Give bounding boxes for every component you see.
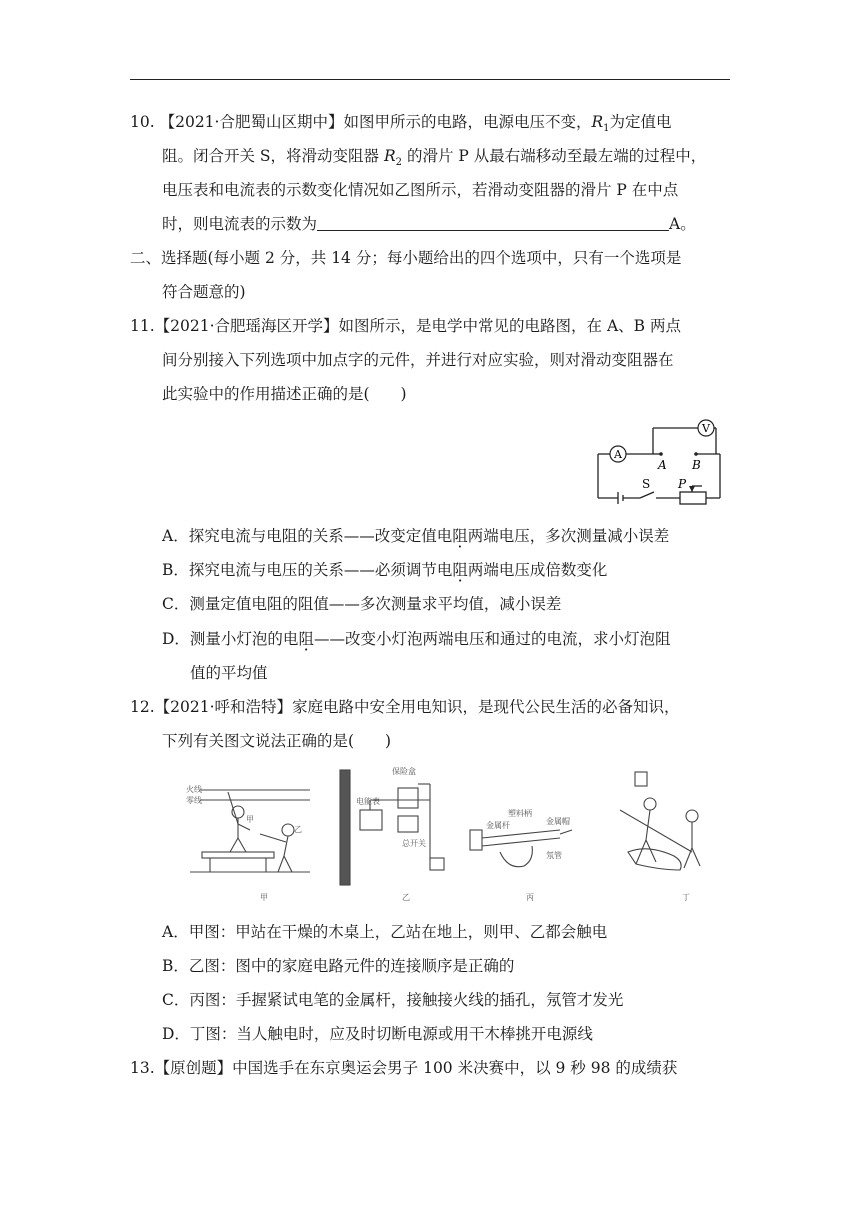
q10-line-4 bbox=[162, 214, 696, 234]
q11-option-b[interactable] bbox=[162, 560, 607, 580]
q11-line-1 bbox=[130, 316, 681, 336]
section2-heading-cont: 符合题意的) bbox=[162, 283, 246, 301]
neutral-wire-label: 零线 bbox=[186, 796, 202, 805]
figure-yi-caption: 乙 bbox=[402, 893, 410, 902]
q10-unit: A。 bbox=[669, 215, 696, 233]
top-rule bbox=[130, 79, 730, 80]
q11-text-1: 【2021·合肥瑶海区开学】如图所示，是电学中常见的电路图，在 A、B 两点 bbox=[154, 317, 681, 335]
option-a-text-1: A．探究电流与电阻的关系——改变定值电 bbox=[162, 527, 453, 545]
person-yi-label: 乙 bbox=[294, 825, 302, 834]
voltmeter-label: V bbox=[702, 422, 710, 435]
figure-ding-caption: 丁 bbox=[682, 893, 690, 902]
q11-option-a[interactable] bbox=[162, 526, 669, 546]
option-d-dotted: 阻 bbox=[298, 630, 314, 648]
q12-text-1: 【2021·呼和浩特】家庭电路中安全用电知识，是现代公民生活的必备知识， bbox=[154, 698, 680, 716]
q12-option-c[interactable]: C．丙图：手握紧试电笔的金属杆，接触接火线的插孔，氖管才发光 bbox=[162, 991, 624, 1009]
q12-option-d[interactable]: D．丁图：当人触电时，应及时切断电源或用干木棒挑开电源线 bbox=[162, 1025, 593, 1043]
point-b-label: B bbox=[692, 458, 701, 472]
q11-option-c[interactable]: C．测量定值电阻的阻值——多次测量求平均值，减小误差 bbox=[162, 595, 562, 613]
figure-jia-caption: 甲 bbox=[260, 893, 268, 902]
ammeter-label: A bbox=[614, 448, 622, 461]
q13-number: 13. bbox=[130, 1059, 155, 1077]
q11-number: 11. bbox=[130, 317, 155, 335]
q13-text-1: 【原创题】中国选手在东京奥运会男子 100 米决赛中，以 9 秒 98 的成绩获 bbox=[154, 1059, 678, 1077]
q12-line-1 bbox=[130, 697, 680, 717]
meter-label: 电能表 bbox=[356, 797, 380, 806]
q10-text-4a: 时，则电流表的示数为 bbox=[162, 215, 318, 233]
fuse-box-label: 保险盒 bbox=[392, 767, 416, 776]
switch-label: S bbox=[642, 477, 651, 491]
q12-option-a[interactable]: A．甲图：甲站在干燥的木桌上，乙站在地上，则甲、乙都会触电 bbox=[162, 923, 608, 941]
main-switch-label: 总开关 bbox=[402, 839, 426, 848]
plastic-handle-label: 塑料柄 bbox=[508, 809, 532, 818]
slider-label: P bbox=[678, 477, 687, 491]
q11-option-d[interactable] bbox=[162, 629, 670, 649]
q10-text-2a: 阻。闭合开关 S，将滑动变阻器 bbox=[162, 147, 384, 165]
option-b-text-2: 两端电压成倍数变化 bbox=[467, 561, 608, 579]
q13-line-1 bbox=[130, 1058, 677, 1078]
live-wire-label: 火线 bbox=[186, 785, 202, 794]
q12-number: 12. bbox=[130, 698, 155, 716]
q11-line-2: 间分别接入下列选项中加点字的元件，并进行对应实验，则对滑动变阻器在 bbox=[162, 351, 674, 369]
option-a-text-2: 两端电压，多次测量减小误差 bbox=[467, 527, 670, 545]
q10-text-1a: 【2021·合肥蜀山区期中】如图甲所示的电路，电源电压不变， bbox=[159, 113, 592, 131]
q10-line-3: 电压表和电流表的示数变化情况如乙图所示，若滑动变阻器的滑片 P 在中点 bbox=[162, 181, 679, 199]
r2-symbol: R bbox=[383, 147, 396, 165]
answer-blank[interactable] bbox=[317, 216, 669, 231]
q11-option-d-cont: 值的平均值 bbox=[190, 664, 268, 682]
r2-subscript: 2 bbox=[395, 157, 403, 169]
option-a-dotted: 阻 bbox=[452, 527, 468, 545]
q10-text-1b: 为定值电 bbox=[609, 113, 672, 131]
r1-subscript: 1 bbox=[603, 123, 610, 135]
point-a-label: A bbox=[658, 458, 667, 472]
q10-line-2 bbox=[162, 146, 706, 173]
q12-line-2: 下列有关图文说法正确的是( ) bbox=[162, 732, 392, 750]
q10-number: 10. bbox=[130, 113, 155, 131]
option-d-text-2: ——改变小灯泡两端电压和通过的电流，求小灯泡阻 bbox=[313, 630, 671, 648]
neon-tube-label: 氖管 bbox=[546, 851, 562, 860]
option-b-dotted: 阻 bbox=[452, 561, 468, 579]
option-b-text-1: B．探究电流与电压的关系——必须调节电 bbox=[162, 561, 453, 579]
option-d-text-1: D．测量小灯泡的电 bbox=[162, 630, 299, 648]
section2-heading: 二、选择题(每小题 2 分，共 14 分；每小题给出的四个选项中，只有一个选项是 bbox=[130, 249, 682, 267]
metal-cap-label: 金属帽 bbox=[546, 817, 570, 826]
q12-option-b[interactable]: B．乙图：图中的家庭电路元件的连接顺序是正确的 bbox=[162, 957, 515, 975]
r1-symbol: R bbox=[591, 113, 604, 131]
q11-line-3: 此实验中的作用描述正确的是( ) bbox=[162, 385, 407, 403]
person-jia-label: 甲 bbox=[246, 815, 254, 824]
q11-circuit-diagram bbox=[588, 414, 728, 510]
metal-rod-label: 金属杆 bbox=[486, 821, 510, 830]
q12-figure-panel bbox=[180, 760, 725, 905]
figure-bing-caption: 丙 bbox=[526, 893, 534, 902]
q10-line-1 bbox=[130, 112, 672, 139]
q10-text-2b: 的滑片 P 从最右端移动至最左端的过程中， bbox=[402, 147, 707, 165]
